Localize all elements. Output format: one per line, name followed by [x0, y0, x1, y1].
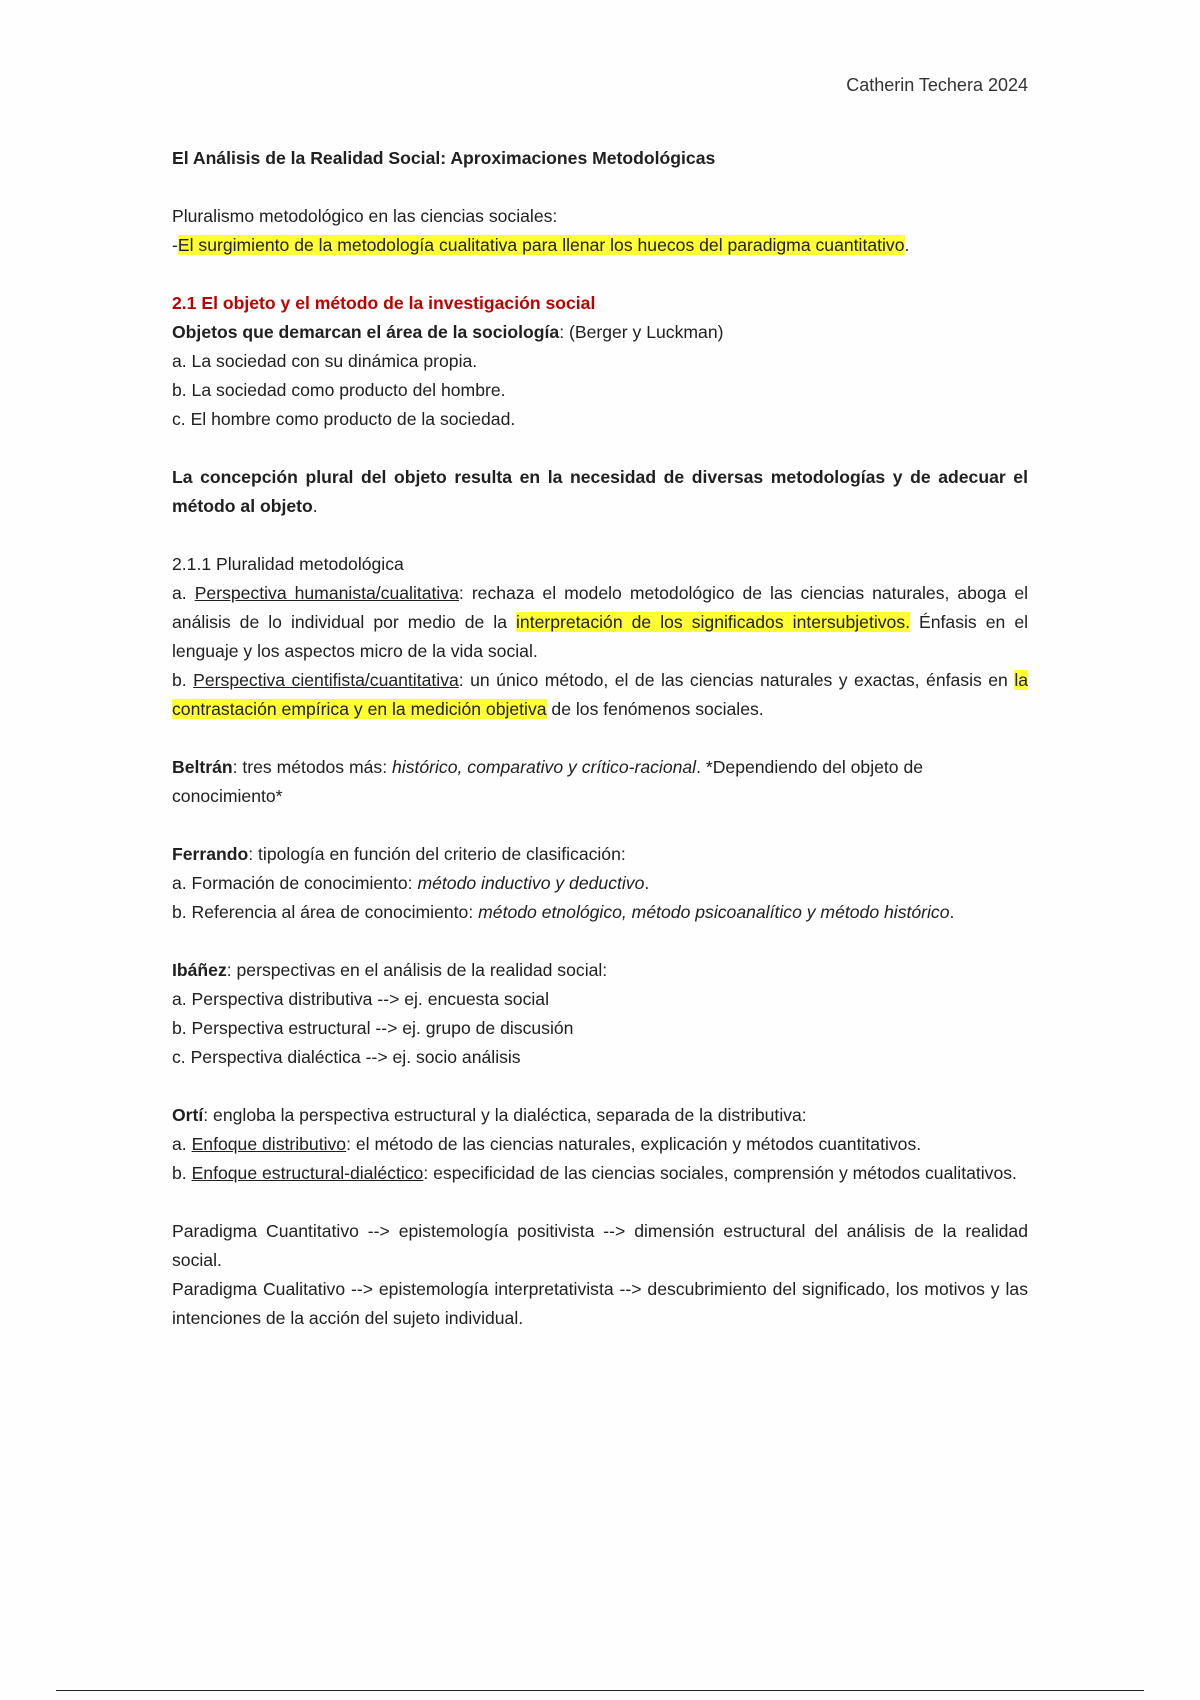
document-title: El Análisis de la Realidad Social: Aproximaciones Metodológicas — [172, 148, 716, 168]
list-item: b. La sociedad como producto del hombre. — [172, 380, 506, 400]
concepcion-paragraph: La concepción plural del objeto resulta en la necesidad de diversas metodologías y de adecuar el método al objeto. — [172, 467, 1028, 516]
highlighted-text: El surgimiento de la metodología cualitativa para llenar los huecos del paradigma cuantitativo — [177, 235, 905, 255]
paradigma-cualitativo: Paradigma Cualitativo --> epistemología interpretativista --> descubrimiento del significado, los motivos y las intenciones de la acción del sujeto individual. — [172, 1279, 1028, 1328]
perspectiva-humanista: a. Perspectiva humanista/cualitativa: rechaza el modelo metodológico de las ciencias naturales, aboga el análisis de lo individual por medio de la interpretación de los significados intersubjetivos. Énfasis en el lenguaje y los aspectos micro de la vida social. — [172, 583, 1029, 661]
orti-heading: Ortí: engloba la perspectiva estructural y la dialéctica, separada de la distributiva: — [172, 1105, 807, 1125]
objetos-line: Objetos que demarcan el área de la sociología: (Berger y Luckman) — [172, 322, 724, 342]
list-item: c. Perspectiva dialéctica --> ej. socio análisis — [172, 1047, 521, 1067]
list-item: a. Formación de conocimiento: método inductivo y deductivo. — [172, 873, 650, 893]
ferrando-heading: Ferrando: tipología en función del criterio de clasificación: — [172, 844, 626, 864]
section-heading-2-1: 2.1 El objeto y el método de la investigación social — [172, 293, 596, 313]
list-item: a. La sociedad con su dinámica propia. — [172, 351, 478, 371]
ibanez-heading: Ibáñez: perspectivas en el análisis de la realidad social: — [172, 960, 608, 980]
list-item: b. Perspectiva estructural --> ej. grupo de discusión — [172, 1018, 574, 1038]
highlighted-text: la contrastación empírica y en la medición objetiva — [172, 670, 1029, 719]
list-item: b. Referencia al área de conocimiento: método etnológico, método psicoanalítico y método histórico. — [172, 902, 955, 922]
list-item: a. Enfoque distributivo: el método de las ciencias naturales, explicación y métodos cuantitativos. — [172, 1134, 922, 1154]
list-item: a. Perspectiva distributiva --> ej. encuesta social — [172, 989, 549, 1009]
section-heading-2-1-1: 2.1.1 Pluralidad metodológica — [172, 554, 404, 574]
pluralismo-heading: Pluralismo metodológico en las ciencias sociales: — [172, 206, 558, 226]
page-bottom-divider — [56, 1690, 1144, 1691]
list-item: b. Enfoque estructural-dialéctico: especificidad de las ciencias sociales, comprensión y métodos cualitativos. — [172, 1163, 1017, 1183]
perspectiva-cientifista: b. Perspectiva cientifista/cuantitativa: un único método, el de las ciencias naturales y exactas, énfasis en la contrastación empírica y en la medición objetiva de los fenómenos sociales. — [172, 670, 1029, 719]
document-body — [172, 144, 1028, 1333]
highlighted-text: interpretación de los significados intersubjetivos. — [516, 612, 911, 632]
pluralismo-line: -El surgimiento de la metodología cualitativa para llenar los huecos del paradigma cuantitativo. — [172, 235, 910, 255]
paradigma-cuantitativo: Paradigma Cuantitativo --> epistemología positivista --> dimensión estructural del análisis de la realidad social. — [172, 1221, 1028, 1270]
beltran-paragraph: Beltrán: tres métodos más: histórico, comparativo y crítico-racional. *Dependiendo del objeto de conocimiento* — [172, 757, 924, 806]
list-item: c. El hombre como producto de la sociedad. — [172, 409, 516, 429]
author-header: Catherin Techera 2024 — [846, 75, 1028, 95]
